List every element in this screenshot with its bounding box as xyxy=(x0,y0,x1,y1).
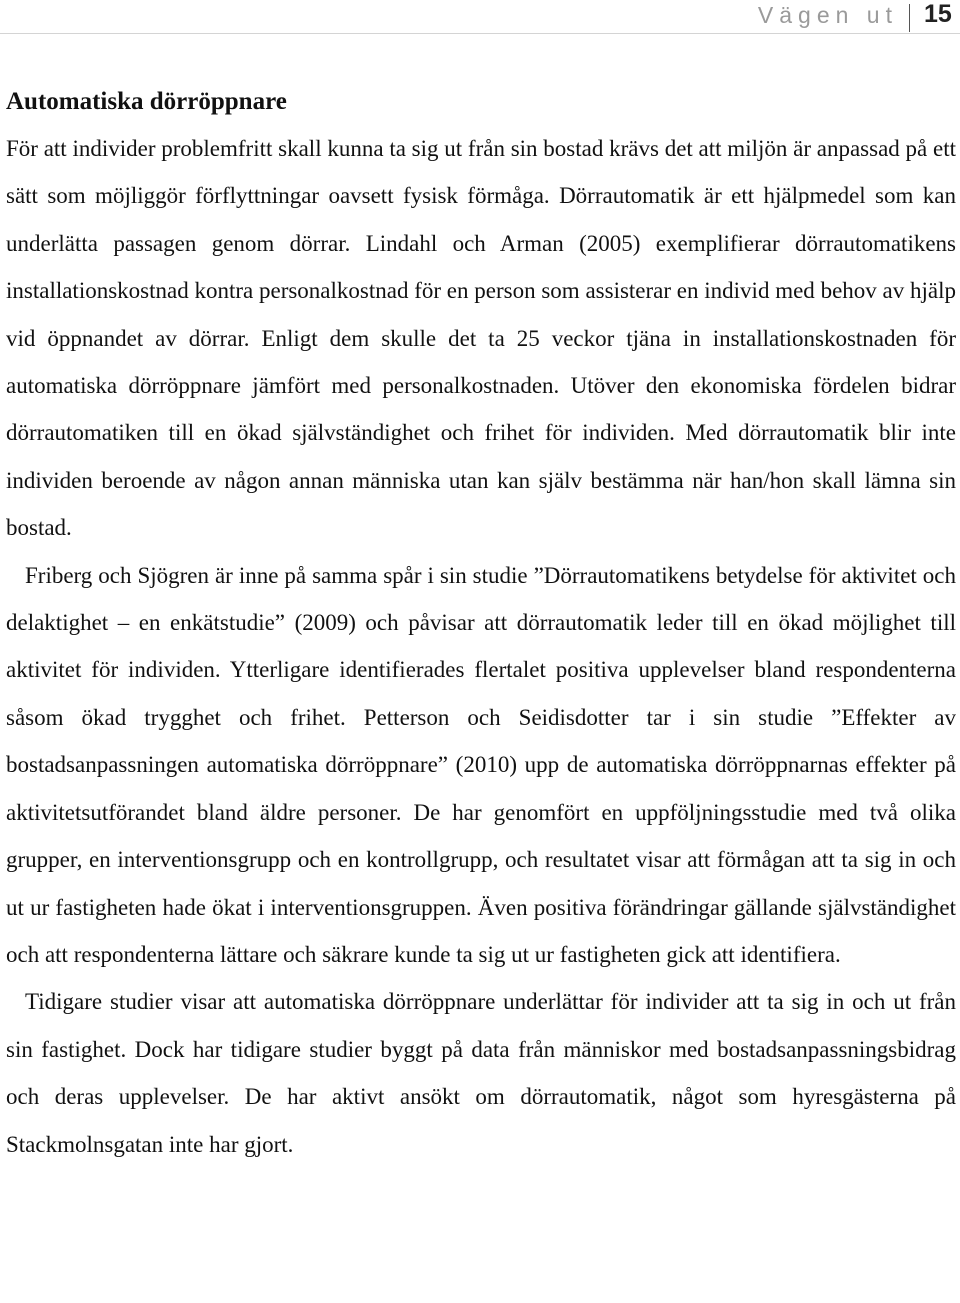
page-body xyxy=(6,78,956,1168)
paragraph-2: Friberg och Sjögren är inne på samma spår i sin studie ”Dörrautomatikens betydelse för aktivitet och delaktighet – en enkätstudie” (2009) och påvisar att dörrautomatik leder till en ökad möjlighet till aktivitet för individen. Ytterligare identifierades flertalet positiva upplevelser bland respondenterna såsom ökad trygghet och frihet. Petterson och Seidisdotter tar i sin studie ”Effekter av bostadsanpassningen automatiska dörröppnare” (2010) upp de automatiska dörröppnarnas effekter på aktivitetsutförandet bland äldre personer. De har genomfört en uppföljningsstudie med två olika grupper, en interventionsgrupp och en kontrollgrupp, och resultatet visar att förmågan att ta sig in och ut ur fastigheten hade ökat i interventionsgruppen. Även positiva förändringar gällande självständighet och att respondenterna lättare och säkrare kunde ta sig ut ur fastigheten gick att identifiera. xyxy=(6,562,956,967)
header-rule xyxy=(0,33,960,34)
paragraph-3: Tidigare studier visar att automatiska dörröppnare underlättar för individer att ta sig in och ut från sin fastighet. Dock har tidigare studier byggt på data från människor med bostadsanpassningsbidrag och deras upplevelser. De har aktivt ansökt om dörrautomatik, något som hyresgästerna på Stackmolnsgatan inte har gjort. xyxy=(6,989,956,1157)
running-title: Vägen ut xyxy=(757,2,898,28)
page-number: 15 xyxy=(924,0,952,28)
page-header xyxy=(0,0,960,34)
paragraph-1: För att individer problemfritt skall kunna ta sig ut från sin bostad krävs det att miljön är anpassad på ett sätt som möjliggör förflyttningar oavsett fysisk förmåga. Dörrautomatik är ett hjälpmedel som kan underlätta passagen genom dörrar. Lindahl och Arman (2005) exemplifierar dörrautomatikens installationskostnad kontra personalkostnad för en person som assisterar en individ med behov av hjälp vid öppnandet av dörrar. Enligt dem skulle det ta 25 veckor tjäna in installationskostnaden för automatiska dörröppnare jämfört med personalkostnaden. Utöver den ekonomiska fördelen bidrar dörrautomatiken till en ökad självständighet och frihet för individen. Med dörrautomatik blir inte individen beroende av någon annan människa utan kan själv bestämma när han/hon skall lämna sin bostad. xyxy=(6,136,956,541)
section-heading: Automatiska dörröppnare xyxy=(6,88,287,115)
page-number-separator xyxy=(909,4,910,32)
